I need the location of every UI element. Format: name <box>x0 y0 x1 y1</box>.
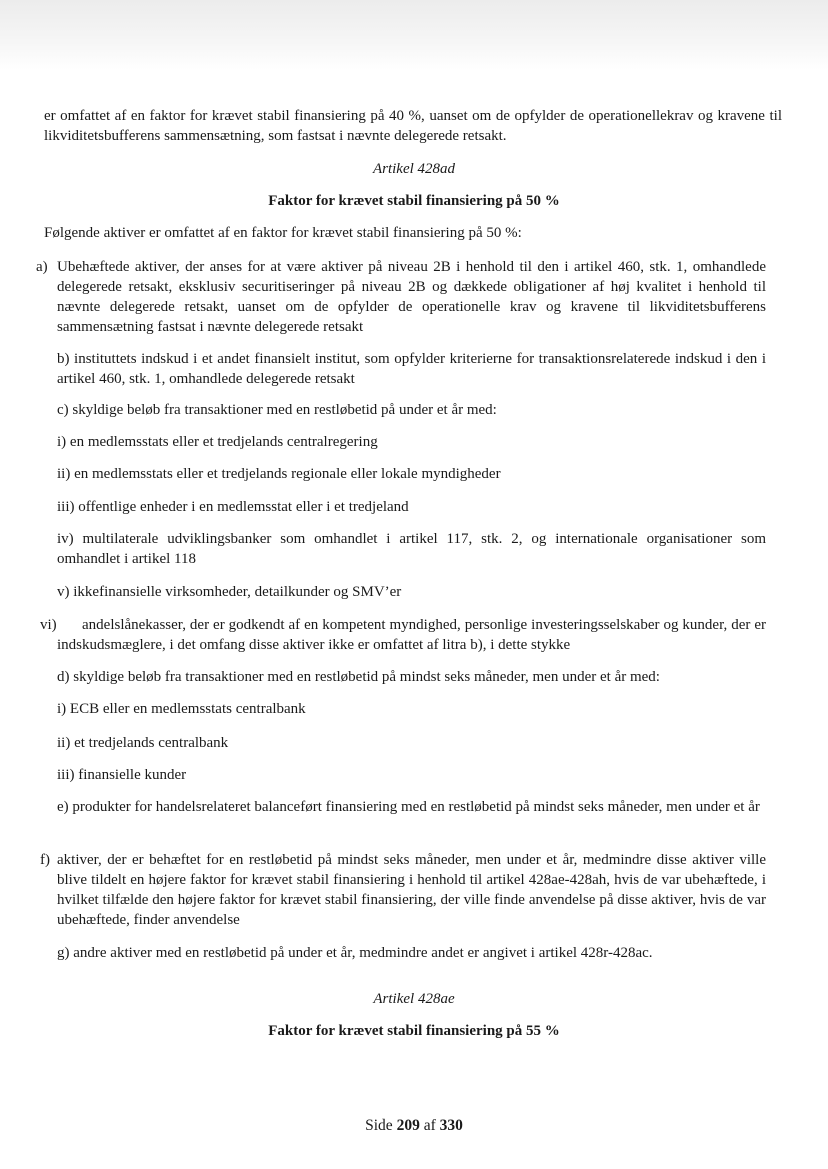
footer-total-pages: 330 <box>439 1117 463 1134</box>
footer-page-number: 209 <box>396 1117 420 1134</box>
footer-prefix: Side <box>365 1117 393 1134</box>
footer-of: af <box>423 1117 436 1134</box>
item-c-i: i) en medlemsstats eller et tredjelands centralregering <box>57 434 378 450</box>
item-f-text: aktiver, der er behæftet for en restløbetid på mindst seks måneder, men under et år, medmindre disse aktiver ville blive tildelt en højere faktor for krævet stabil finansiering i henhold til artikel 428ae-428ah, hvis de var ubehæftede, i hvilket tilfælde den højere faktor for krævet stabil finansiering, der ville finde anvendelse på disse aktiver, hvis de var ubehæftede, finder anvendelse <box>57 852 766 928</box>
article-428ae-title: Faktor for krævet stabil finansiering på 55 % <box>268 1023 560 1039</box>
article-428ad-lead: Følgende aktiver er omfattet af en faktor for krævet stabil finansiering på 50 %: <box>44 225 522 241</box>
item-e-text: e) produkter for handelsrelateret balanceført finansiering med en restløbetid på mindst seks måneder, men under et år <box>57 799 760 815</box>
article-428ad-title: Faktor for krævet stabil finansiering på 50 % <box>268 193 560 209</box>
item-d-text: d) skyldige beløb fra transaktioner med en restløbetid på mindst seks måneder, men under et år med: <box>57 669 660 685</box>
item-d-ii: ii) et tredjelands centralbank <box>57 735 229 751</box>
article-428ad-number: Artikel 428ad <box>372 161 456 177</box>
item-a-label: a) <box>36 259 48 275</box>
intro-paragraph: er omfattet af en faktor for krævet stabil finansiering på 40 %, uanset om de opfylder de operationellekrav og kravene til likviditetsbufferens sammensætning, som fastsat i nævnte delegerede retsakt. <box>44 108 782 144</box>
item-g-text: g) andre aktiver med en restløbetid på under et år, medmindre andet er angivet i artikel 428r-428ac. <box>57 945 653 961</box>
item-d-iii: iii) finansielle kunder <box>57 767 187 783</box>
item-c-iv: iv) multilaterale udviklingsbanker som omhandlet i artikel 117, stk. 2, og internationale organisationer som omhandlet i artikel 118 <box>57 531 766 567</box>
item-a-text: Ubehæftede aktiver, der anses for at være aktiver på niveau 2B i henhold til den i artikel 460, stk. 1, omhandlede delegerede retsakt, eksklusiv securitiseringer på niveau 2B og dækkede obligationer af høj kvalitet i henhold til nævnte delegerede retsakt, uanset om de opfylder de operationelle krav og kravene til likviditetsbufferens sammensætning fastsat i nævnte delegerede retsakt <box>57 259 766 335</box>
item-b-text: b) instituttets indskud i et andet finansielt institut, som opfylder kriterierne for transaktionsrelaterede indskud i den i artikel 460, stk. 1, omhandlede delegerede retsakt <box>57 351 766 387</box>
item-d-i: i) ECB eller en medlemsstats centralbank <box>57 701 306 717</box>
item-c-ii: ii) en medlemsstats eller et tredjelands regionale eller lokale myndigheder <box>57 466 501 482</box>
item-c-vi-text: andelslånekasser, der er godkendt af en kompetent myndighed, personlige investeringsselskaber og kunder, der er indskudsmæglere, i det omfang disse aktiver ikke er omfattet af litra b), i dette stykke <box>57 617 766 653</box>
item-f-label: f) <box>40 852 50 868</box>
page-footer <box>0 1116 828 1136</box>
item-c-vi-label: vi) <box>40 617 57 633</box>
item-c-text: c) skyldige beløb fra transaktioner med en restløbetid på under et år med: <box>57 402 497 418</box>
item-c-v: v) ikkefinansielle virksomheder, detailkunder og SMV’er <box>57 584 402 600</box>
item-c-iii: iii) offentlige enheder i en medlemsstat eller i et tredjeland <box>57 499 409 515</box>
article-428ae-number: Artikel 428ae <box>373 991 455 1007</box>
